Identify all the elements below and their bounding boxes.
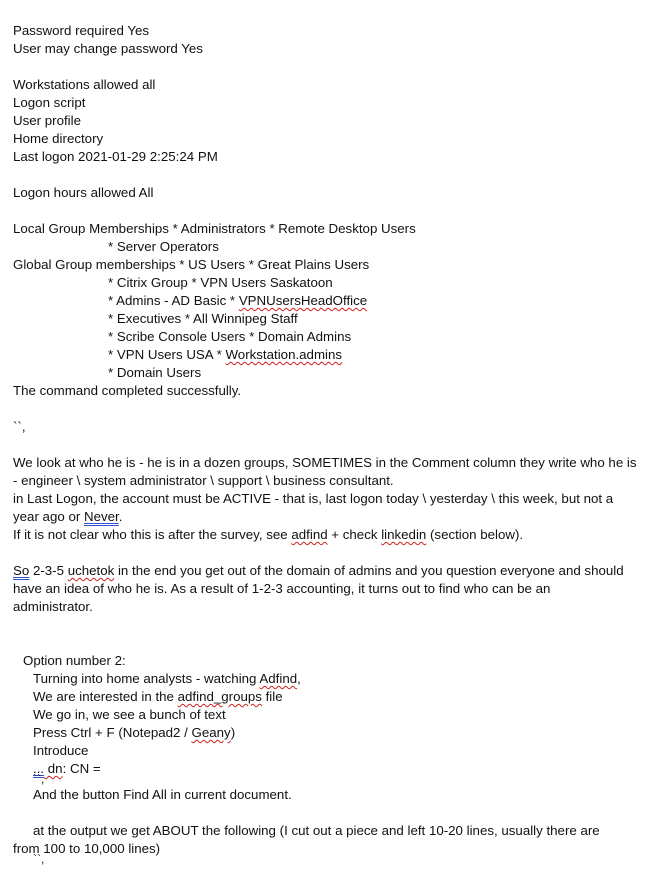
paragraph-text: year ago or <box>13 509 84 524</box>
paragraph-2-line-3: administrator. <box>13 599 93 614</box>
global-groups-line: Global Group memberships * US Users * Great Plains Users <box>13 257 370 272</box>
option-2-line-3: We go in, we see a bunch of text <box>33 707 226 722</box>
option-text: , <box>297 671 301 686</box>
option-2-trailing-backticks: ``, <box>33 852 45 866</box>
paragraph-1-line-2: - engineer \ system administrator \ support \ business consultant. <box>13 473 394 488</box>
group-text: * VPN Users USA * <box>108 347 226 362</box>
code-fence-close: ``, <box>13 419 26 434</box>
global-groups-continued-2 <box>13 292 645 310</box>
option-2-line-4 <box>13 724 645 742</box>
option-2-heading: Option number 2: <box>23 653 126 668</box>
paragraph-1-line-3: in Last Logon, the account must be ACTIVE - that is, last logon today \ yesterday \ this week, but not a <box>13 491 614 506</box>
option-2-line-8: And the button Find All in current document. <box>33 787 292 802</box>
user-profile-line: User profile <box>13 113 81 128</box>
logon-script-line: Logon script <box>13 95 86 110</box>
workstations-line: Workstations allowed all <box>13 77 156 92</box>
global-groups-continued-3: * Executives * All Winnipeg Staff <box>108 311 298 326</box>
paragraph-2-line-1 <box>13 562 645 580</box>
local-groups-line: Local Group Memberships * Administrators * Remote Desktop Users <box>13 221 416 236</box>
grammar-word: ... <box>33 761 45 776</box>
paragraph-text: in the end you get out of the domain of admins and you question everyone and should <box>114 563 624 578</box>
paragraph-1-line-1: We look at who he is - he is in a dozen groups, SOMETIMES in the Comment column they write who he is <box>13 455 637 470</box>
option-2-line-9: at the output we get ABOUT the following (I cut out a piece and left 10-20 lines, usually there are <box>33 823 600 838</box>
global-groups-continued-1: * Citrix Group * VPN Users Saskatoon <box>108 275 333 290</box>
grammar-word: So <box>13 563 30 578</box>
spellcheck-word: linkedin <box>381 527 427 542</box>
global-groups-continued-6: * Domain Users <box>108 365 202 380</box>
paragraph-text: (section below). <box>426 527 524 542</box>
paragraph-1-line-4 <box>13 508 645 526</box>
local-groups-continued: * Server Operators <box>108 239 219 254</box>
password-required-line: Password required Yes <box>13 23 150 38</box>
last-logon-line: Last logon 2021-01-29 2:25:24 PM <box>13 149 218 164</box>
paragraph-2-line-2: have an idea of who he is. As a result of 1-2-3 accounting, it turns out to find who can be an <box>13 581 551 596</box>
logon-hours-line: Logon hours allowed All <box>13 185 154 200</box>
option-text: : CN = <box>62 761 101 776</box>
command-completed-line: The command completed successfully. <box>13 383 242 398</box>
spellcheck-word: VPNUsersHeadOffice <box>238 293 368 308</box>
spellcheck-word: uchetok <box>67 563 115 578</box>
spellcheck-word: adfind <box>291 527 328 542</box>
paragraph-text: If it is not clear who this is after the survey, see <box>13 527 292 542</box>
paragraph-1-line-5 <box>13 526 645 544</box>
global-groups-continued-5 <box>13 346 645 364</box>
option-2-line-10: from 100 to 10,000 lines) <box>13 841 161 856</box>
spellcheck-word: Geany <box>191 725 231 740</box>
group-text: * Admins - AD Basic * <box>108 293 239 308</box>
spellcheck-word: Adfind <box>259 671 298 686</box>
global-groups-continued-4: * Scribe Console Users * Domain Admins <box>108 329 352 344</box>
option-2-line-5: Introduce <box>33 743 89 758</box>
grammar-word: Never <box>83 509 119 524</box>
paragraph-text: 2-3-5 <box>29 563 68 578</box>
paragraph-text: + check <box>327 527 382 542</box>
option-2-backticks: ``, <box>33 772 45 786</box>
option-text: file <box>261 689 283 704</box>
option-text: ) <box>230 725 236 740</box>
option-text: Press Ctrl + F (Notepad2 / <box>33 725 192 740</box>
document-body <box>13 22 645 866</box>
spellcheck-word: Workstation.admins <box>225 347 343 362</box>
spellcheck-word: dn <box>44 761 63 776</box>
option-2-line-2 <box>13 688 645 706</box>
spellcheck-word: adfind_groups <box>177 689 262 704</box>
paragraph-text: . <box>118 509 123 524</box>
option-text: Turning into home analysts - watching <box>33 671 260 686</box>
home-directory-line: Home directory <box>13 131 104 146</box>
option-text: We are interested in the <box>33 689 178 704</box>
user-may-change-line: User may change password Yes <box>13 41 203 56</box>
option-2-line-1 <box>13 670 645 688</box>
